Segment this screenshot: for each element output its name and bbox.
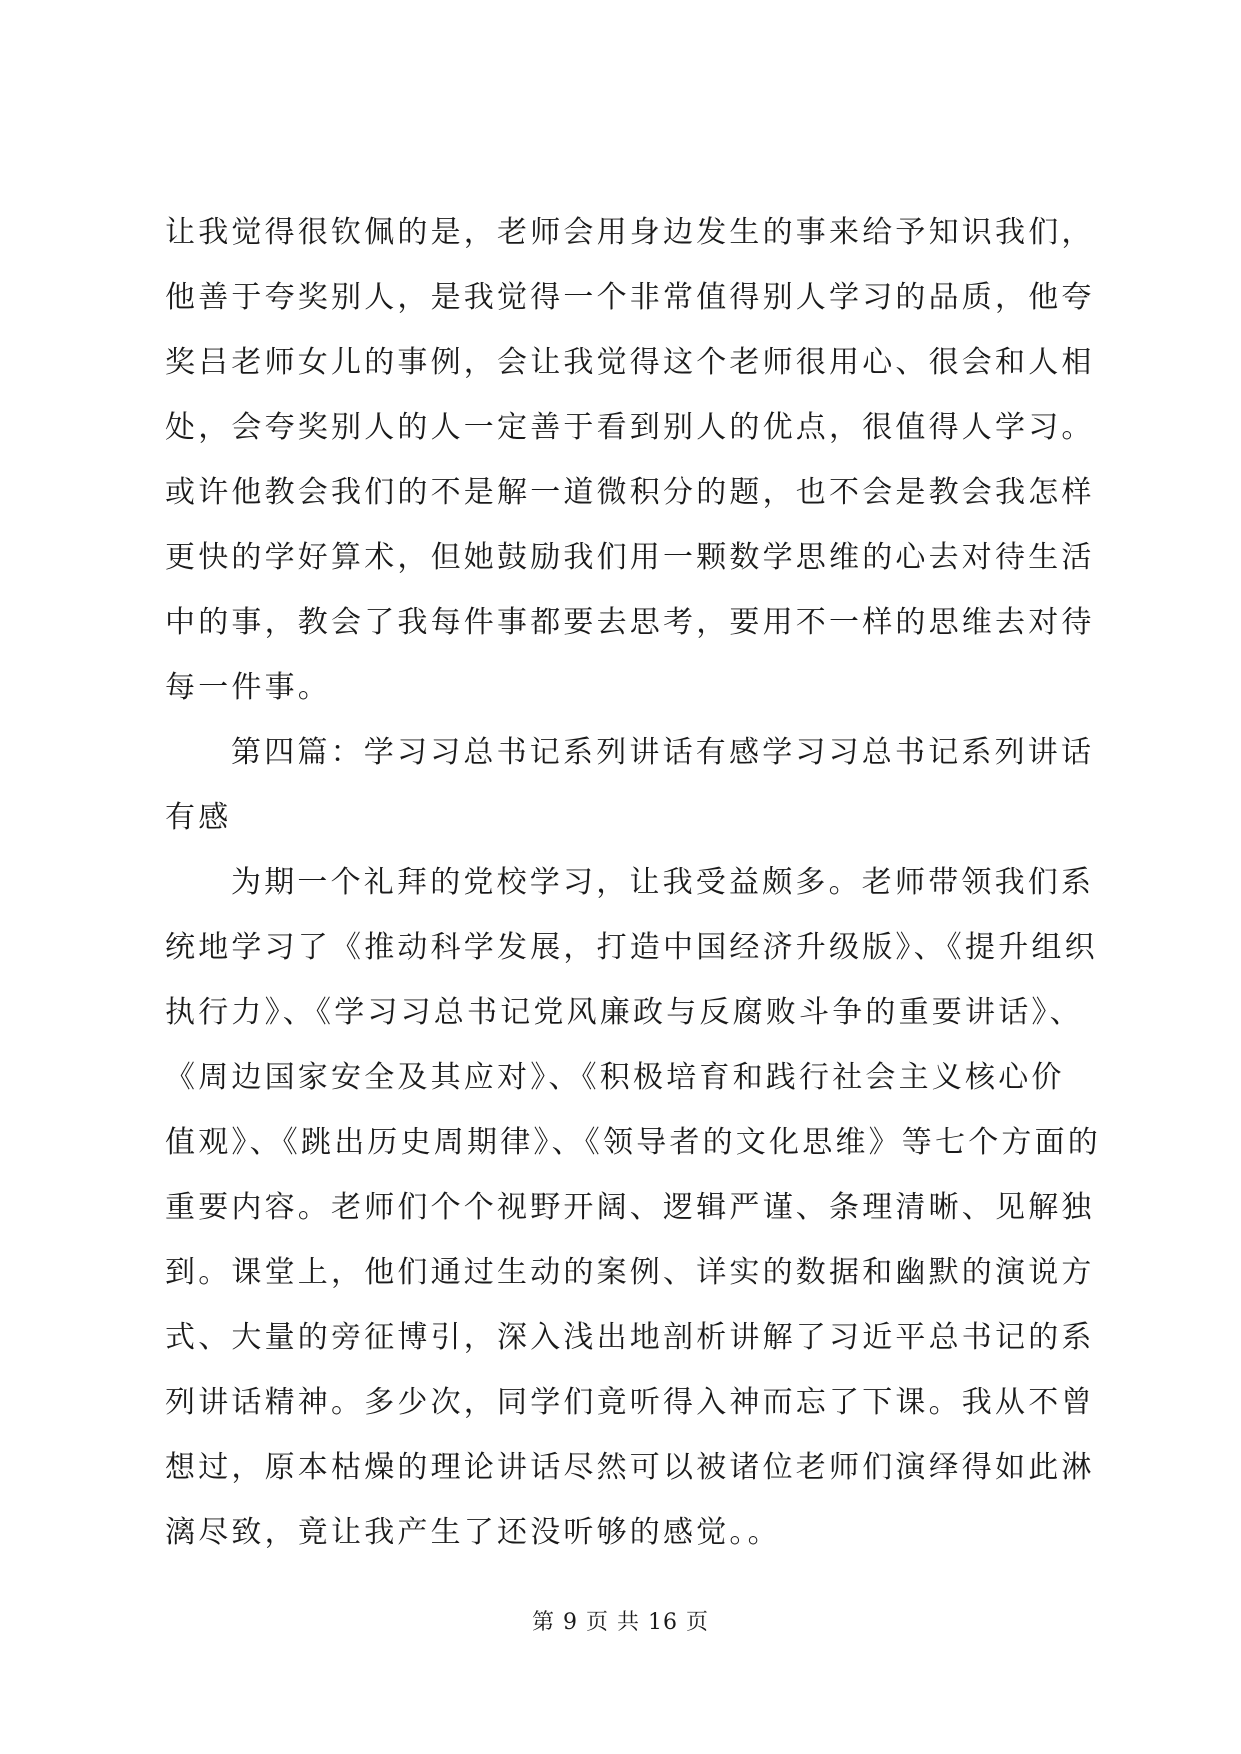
text-line: 让我觉得很钦佩的是，老师会用身边发生的事来给予知识我们， bbox=[165, 215, 1095, 250]
heading-line: 第四篇：学习习总书记系列讲话有感学习习总书记系列讲话 bbox=[231, 735, 1095, 770]
text-line: 式、大量的旁征博引，深入浅出地剖析讲解了习近平总书记的系 bbox=[165, 1320, 1095, 1355]
text-line: 中的事，教会了我每件事都要去思考，要用不一样的思维去对待 bbox=[165, 605, 1095, 640]
text-line: 为期一个礼拜的党校学习，让我受益颇多。老师带领我们系 bbox=[231, 865, 1095, 900]
text-line: 漓尽致，竟让我产生了还没听够的感觉。。 bbox=[165, 1515, 781, 1550]
text-line: 值观》、《跳出历史周期律》、《领导者的文化思维》等七个方面的 bbox=[165, 1125, 1101, 1160]
document-body bbox=[165, 200, 1101, 1565]
text-line: 想过，原本枯燥的理论讲话尽然可以被诸位老师们演绎得如此淋 bbox=[165, 1450, 1095, 1485]
text-line: 到。课堂上，他们通过生动的案例、详实的数据和幽默的演说方 bbox=[165, 1255, 1095, 1290]
text-line: 《周边国家安全及其应对》、《积极培育和践行社会主义核心价 bbox=[165, 1060, 1065, 1095]
heading-line: 有感 bbox=[165, 800, 232, 835]
text-line: 更快的学好算术，但她鼓励我们用一颗数学思维的心去对待生活 bbox=[165, 540, 1095, 575]
text-line: 执行力》、《学习习总书记党风廉政与反腐败斗争的重要讲话》、 bbox=[165, 995, 1083, 1030]
text-line: 或许他教会我们的不是解一道微积分的题，也不会是教会我怎样 bbox=[165, 475, 1095, 510]
text-line: 重要内容。老师们个个视野开阔、逻辑严谨、条理清晰、见解独 bbox=[165, 1190, 1095, 1225]
section-heading bbox=[165, 720, 1095, 850]
text-line: 处，会夸奖别人的人一定善于看到别人的优点，很值得人学习。 bbox=[165, 410, 1095, 445]
text-line: 每一件事。 bbox=[165, 670, 331, 705]
paragraph-1 bbox=[165, 200, 1095, 720]
page-number-footer: 第 9 页 共 16 页 bbox=[532, 1610, 709, 1635]
text-line: 列讲话精神。多少次，同学们竟听得入神而忘了下课。我从不曾 bbox=[165, 1385, 1095, 1420]
text-line: 统地学习了《推动科学发展，打造中国经济升级版》、《提升组织 bbox=[165, 930, 1098, 965]
paragraph-2 bbox=[165, 850, 1101, 1565]
text-line: 他善于夸奖别人，是我觉得一个非常值得别人学习的品质，他夸 bbox=[165, 280, 1095, 315]
text-line: 奖吕老师女儿的事例，会让我觉得这个老师很用心、很会和人相 bbox=[165, 345, 1095, 380]
